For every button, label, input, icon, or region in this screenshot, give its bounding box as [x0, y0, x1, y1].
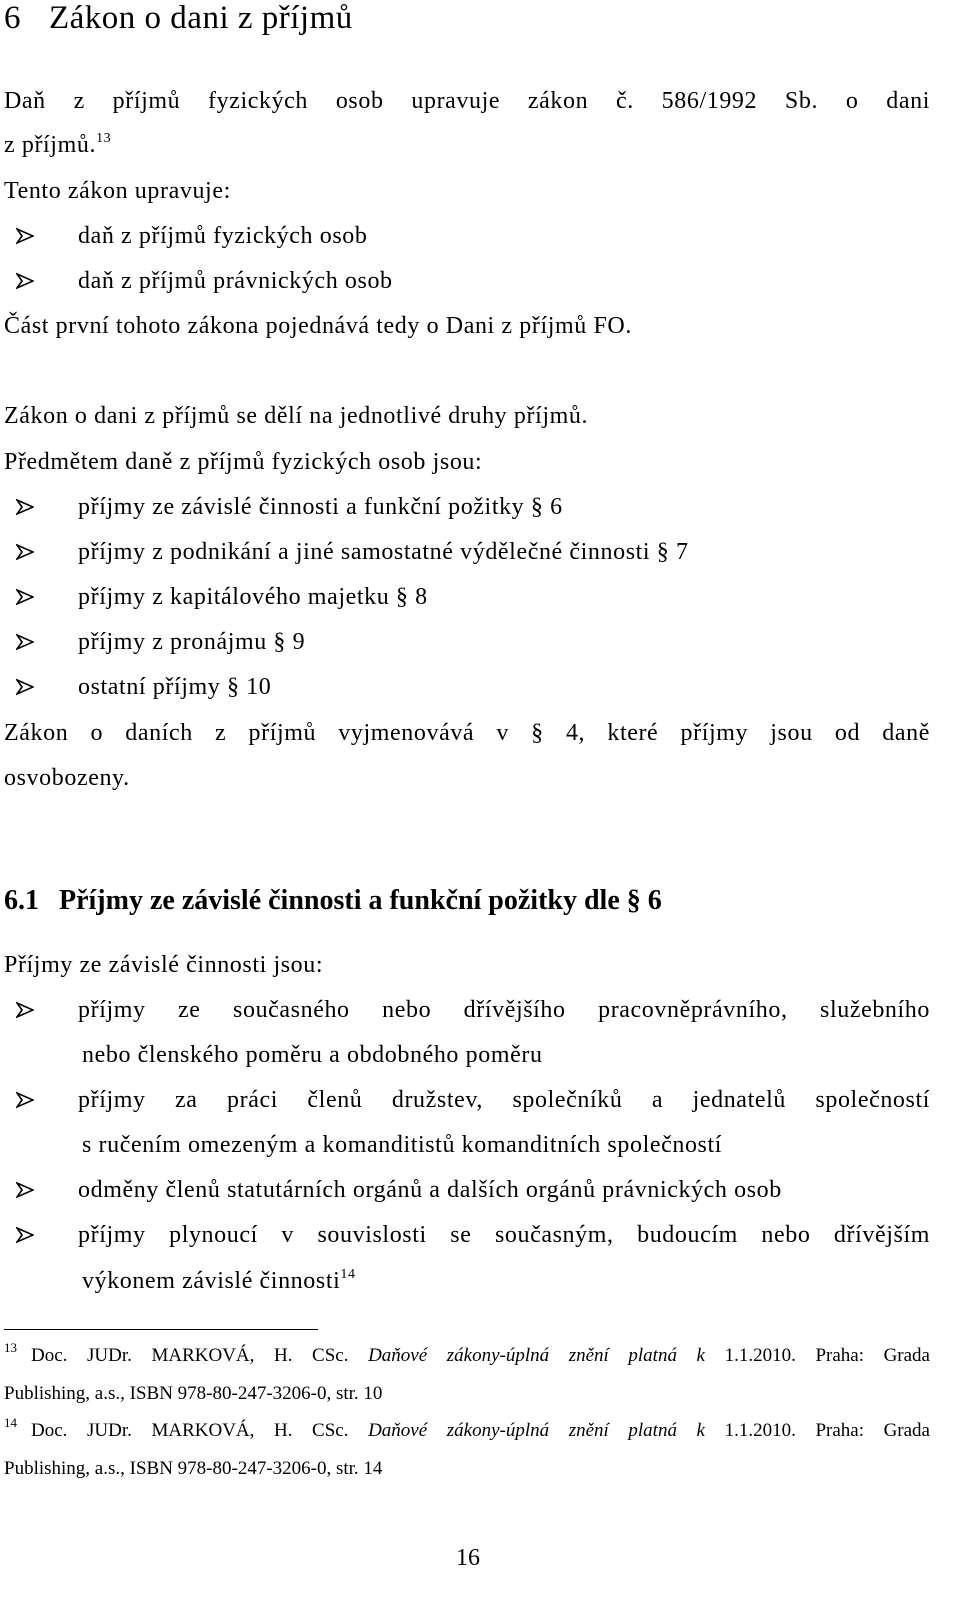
- arrow-bullet-icon: [16, 1220, 78, 1250]
- list-item-text: příjmy za práci členů družstev, společníků a jednatelů společností: [78, 1087, 930, 1113]
- list-item: [16, 672, 930, 702]
- arrow-bullet-icon: [16, 221, 78, 251]
- list-item-text: příjmy plynoucí v souvislosti se současným, budoucím nebo dřívějším: [78, 1222, 930, 1248]
- intro-paragraph-text: z příjmů.: [4, 132, 97, 158]
- list-item: [16, 995, 930, 1025]
- arrow-bullet-icon: [16, 537, 78, 567]
- arrow-bullet-icon: [16, 582, 78, 612]
- list-item: [16, 1085, 930, 1115]
- types-paragraph: Předmětem daně z příjmů fyzických osob jsou:: [4, 449, 483, 475]
- intro-paragraph-line: [4, 130, 930, 160]
- arrow-bullet-icon: [16, 1175, 78, 1205]
- arrow-bullet-icon: [16, 627, 78, 657]
- list-item-text: daň z příjmů právnických osob: [78, 268, 393, 294]
- section-number: 6.1: [4, 885, 39, 916]
- list-item-text: příjmy z podnikání a jiné samostatné výdělečné činnosti § 7: [78, 539, 689, 565]
- chapter-number: 6: [4, 0, 21, 36]
- footnote-ref: 13: [96, 131, 112, 146]
- arrow-bullet-icon: [16, 995, 78, 1025]
- list-item-text: příjmy ze současného nebo dřívějšího pracovněprávního, služebního: [78, 997, 930, 1023]
- list-item-text: příjmy z kapitálového majetku § 8: [78, 584, 428, 610]
- types-paragraph-line: osvobozeny.: [4, 765, 130, 791]
- arrow-bullet-icon: [16, 492, 78, 522]
- section-paragraph: Příjmy ze závislé činnosti jsou:: [4, 952, 324, 978]
- footnote-publisher: 1.1.2010. Praha: Grada: [724, 1345, 930, 1366]
- footnote-title: Daňové zákony-úplná znění platná k: [368, 1420, 705, 1441]
- footnote-separator: [4, 1329, 318, 1330]
- intro-paragraph: Část první tohoto zákona pojednává tedy o Dani z příjmů FO.: [4, 313, 632, 339]
- footnote-publisher: 1.1.2010. Praha: Grada: [724, 1420, 930, 1441]
- list-item-text: výkonem závislé činnosti: [82, 1268, 341, 1294]
- list-item: [16, 266, 930, 296]
- list-item-continuation: [82, 1266, 930, 1296]
- list-item-text: odměny členů statutárních orgánů a dalších orgánů právnických osob: [78, 1177, 782, 1203]
- list-item-text: ostatní příjmy § 10: [78, 674, 272, 700]
- list-item: [16, 221, 930, 251]
- list-item: [16, 627, 930, 657]
- footnote-number: 14: [4, 1415, 17, 1430]
- footnote: [4, 1340, 930, 1368]
- footnote-author: Doc. JUDr. MARKOVÁ, H. CSc.: [31, 1345, 349, 1366]
- footnote-number: 13: [4, 1340, 17, 1355]
- footnote-ref: 14: [340, 1267, 356, 1282]
- section-heading: [4, 884, 662, 918]
- arrow-bullet-icon: [16, 672, 78, 702]
- footnote: [4, 1415, 930, 1443]
- list-item: [16, 1175, 930, 1205]
- list-item-continuation: nebo členského poměru a obdobného poměru: [82, 1042, 543, 1068]
- list-item-continuation: s ručením omezeným a komanditistů komanditních společností: [82, 1132, 723, 1158]
- page-number: 16: [456, 1545, 480, 1571]
- intro-paragraph-line: Daň z příjmů fyzických osob upravuje zákon č. 586/1992 Sb. o dani: [4, 88, 930, 114]
- footnote-title: Daňové zákony-úplná znění platná k: [368, 1345, 705, 1366]
- section-title: Příjmy ze závislé činnosti a funkční požitky dle § 6: [59, 885, 662, 916]
- chapter-title: Zákon o dani z příjmů: [49, 0, 353, 36]
- list-item-text: příjmy ze závislé činnosti a funkční požitky § 6: [78, 494, 563, 520]
- list-item-text: příjmy z pronájmu § 9: [78, 629, 306, 655]
- types-paragraph-line: Zákon o daních z příjmů vyjmenovává v § 4, které příjmy jsou od daně: [4, 720, 930, 746]
- footnote-author: Doc. JUDr. MARKOVÁ, H. CSc.: [31, 1420, 349, 1441]
- list-item: [16, 1220, 930, 1250]
- list-item: [16, 492, 930, 522]
- footnote-line: Publishing, a.s., ISBN 978-80-247-3206-0, str. 14: [4, 1458, 383, 1479]
- arrow-bullet-icon: [16, 1085, 78, 1115]
- types-paragraph: Zákon o dani z příjmů se dělí na jednotlivé druhy příjmů.: [4, 403, 589, 429]
- footnote-line: Publishing, a.s., ISBN 978-80-247-3206-0, str. 10: [4, 1383, 383, 1404]
- list-item: [16, 537, 930, 567]
- list-item-text: daň z příjmů fyzických osob: [78, 223, 368, 249]
- list-item: [16, 582, 930, 612]
- arrow-bullet-icon: [16, 266, 78, 296]
- chapter-heading: [4, 0, 353, 36]
- intro-paragraph: Tento zákon upravuje:: [4, 178, 231, 204]
